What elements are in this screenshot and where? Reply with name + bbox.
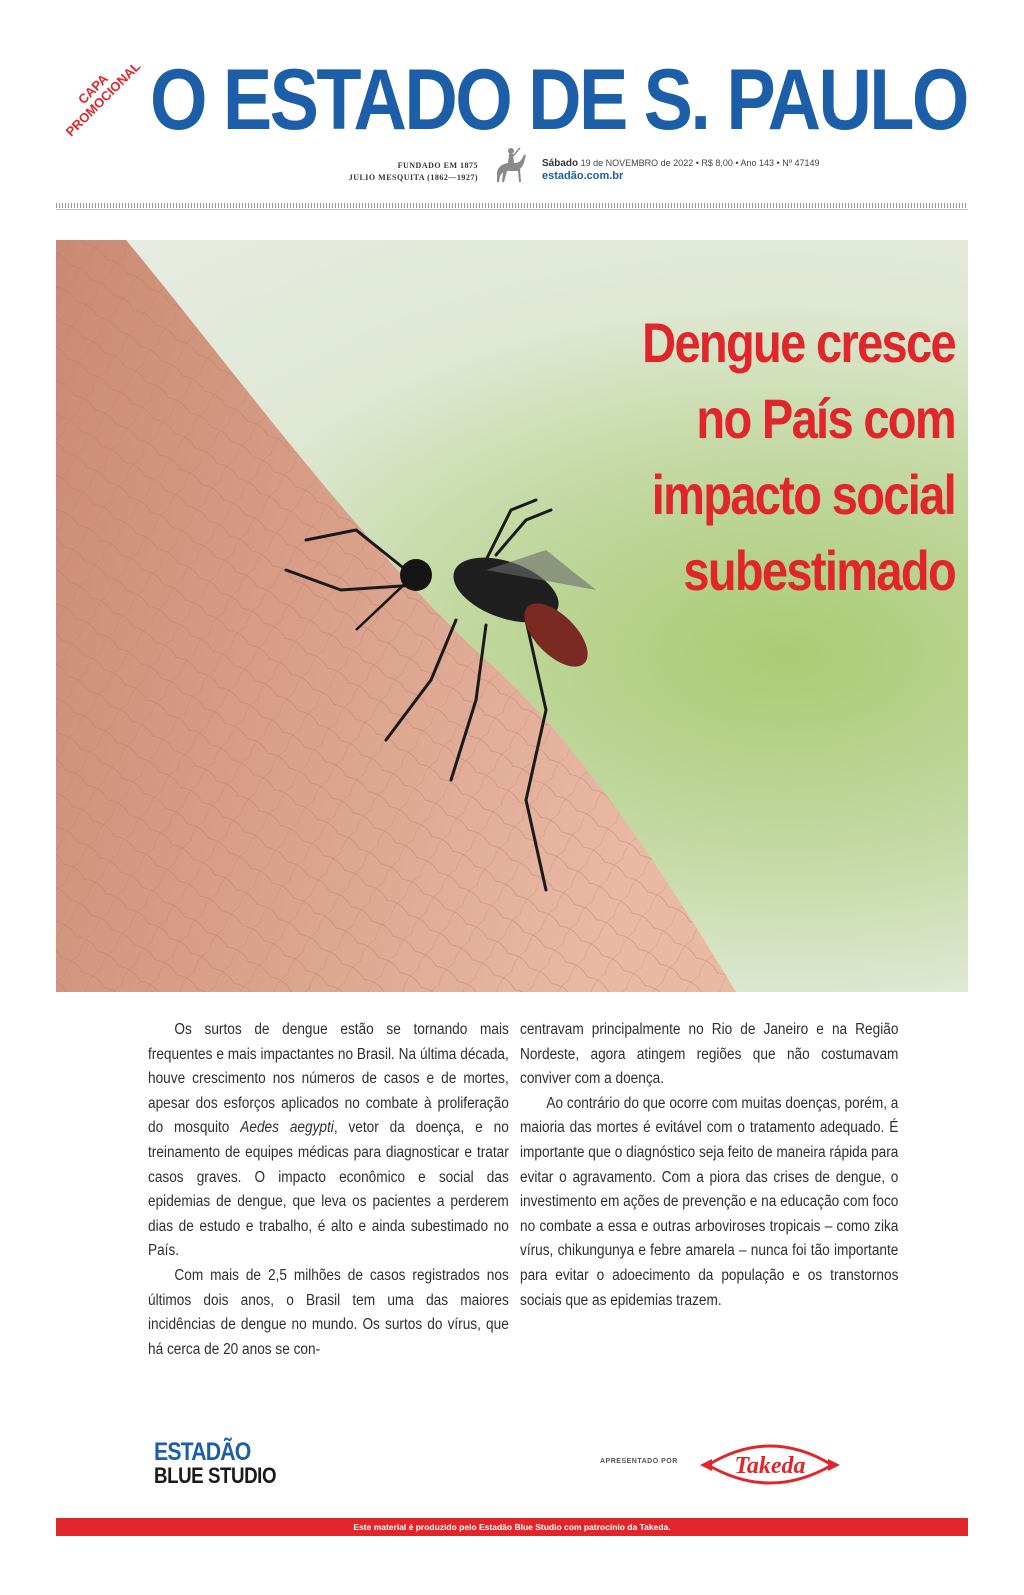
estadao-blue-studio-logo bbox=[154, 1440, 298, 1488]
article-paragraph: centravam principalmente no Rio de Janeiro e na Região Nordeste, agora atingem regiões que não costumavam conviver com a doença. bbox=[520, 1021, 899, 1088]
article-paragraph: Com mais de 2,5 milhões de casos registrados nos últimos dois anos, o Brasil tem uma das maiores incidências de dengue no mundo. Os surtos do vírus, que há cerca de 20 anos se con- bbox=[148, 1266, 509, 1358]
article-paragraph: Ao contrário do que ocorre com muitas doenças, porém, a maioria das mortes é evitável com o tratamento adequado. É importante que o diagnóstico seja feito de maneira rápida para evitar o agravamento. Com a piora das crises de dengue, o investimento em ações de prevenção e na educação com foco no combate a essa e outras arboviroses tropicais – como zika vírus, chikungunya e febre amarela – nunca foi tão importante para evitar o adoecimento da população e os transtornos sociais que as epidemias trazem. bbox=[520, 1094, 899, 1309]
article-column-1 bbox=[148, 1018, 509, 1390]
article-column-2 bbox=[520, 1018, 898, 1390]
founding-info bbox=[330, 160, 478, 184]
paragraph-text: , vetor da doença, e no treinamento de equipes médicas para diagnosticar e tratar casos graves. O impacto econômico e social das epidemias de dengue, que leva os pacientes a perderem dias de estudo e trabalho, é alto e ainda subestimado no País. bbox=[148, 1119, 509, 1260]
studio-logo-line2: BLUE STUDIO bbox=[154, 1463, 277, 1488]
founder-text: JULIO MESQUITA (1862—1927) bbox=[348, 173, 478, 182]
founded-text: FUNDADO EM 1875 bbox=[397, 161, 478, 170]
studio-logo-line1: ESTADÃO bbox=[154, 1438, 251, 1466]
article-paragraph bbox=[148, 1018, 509, 1264]
masthead-title: O ESTADO DE S. PAULO bbox=[150, 52, 967, 148]
takeda-logo bbox=[698, 1435, 842, 1491]
headline: Dengue cresce no País com impacto social subestimado bbox=[642, 311, 955, 602]
horse-rider-icon bbox=[487, 142, 533, 188]
website-link[interactable]: estadão.com.br bbox=[542, 170, 624, 182]
masthead-rule bbox=[56, 203, 968, 208]
footer-disclaimer: Este material é produzido pelo Estadão Blue Studio com patrocínio da Takeda. bbox=[56, 1518, 968, 1536]
sponsor-name: Takeda bbox=[734, 1453, 806, 1479]
paragraph-text: Os surtos de dengue estão se tornando mais frequentes e mais impactantes no Brasil. Na última década, houve crescimento nos números de casos e de mortes, apesar dos esforços aplicados no combate à proliferação do mosquito bbox=[148, 1021, 509, 1137]
issue-date: 19 de NOVEMBRO de 2022 • R$ 8,00 • Ano 143 • Nº 47149 bbox=[580, 158, 820, 168]
presented-by-label: APRESENTADO POR bbox=[600, 1458, 678, 1465]
issue-day: Sábado bbox=[542, 158, 579, 169]
species-name: Aedes aegypti bbox=[240, 1119, 334, 1137]
masthead-rule-thin bbox=[56, 209, 968, 210]
promo-badge: CAPA PROMOCIONAL bbox=[62, 58, 144, 140]
issue-info bbox=[542, 157, 820, 183]
